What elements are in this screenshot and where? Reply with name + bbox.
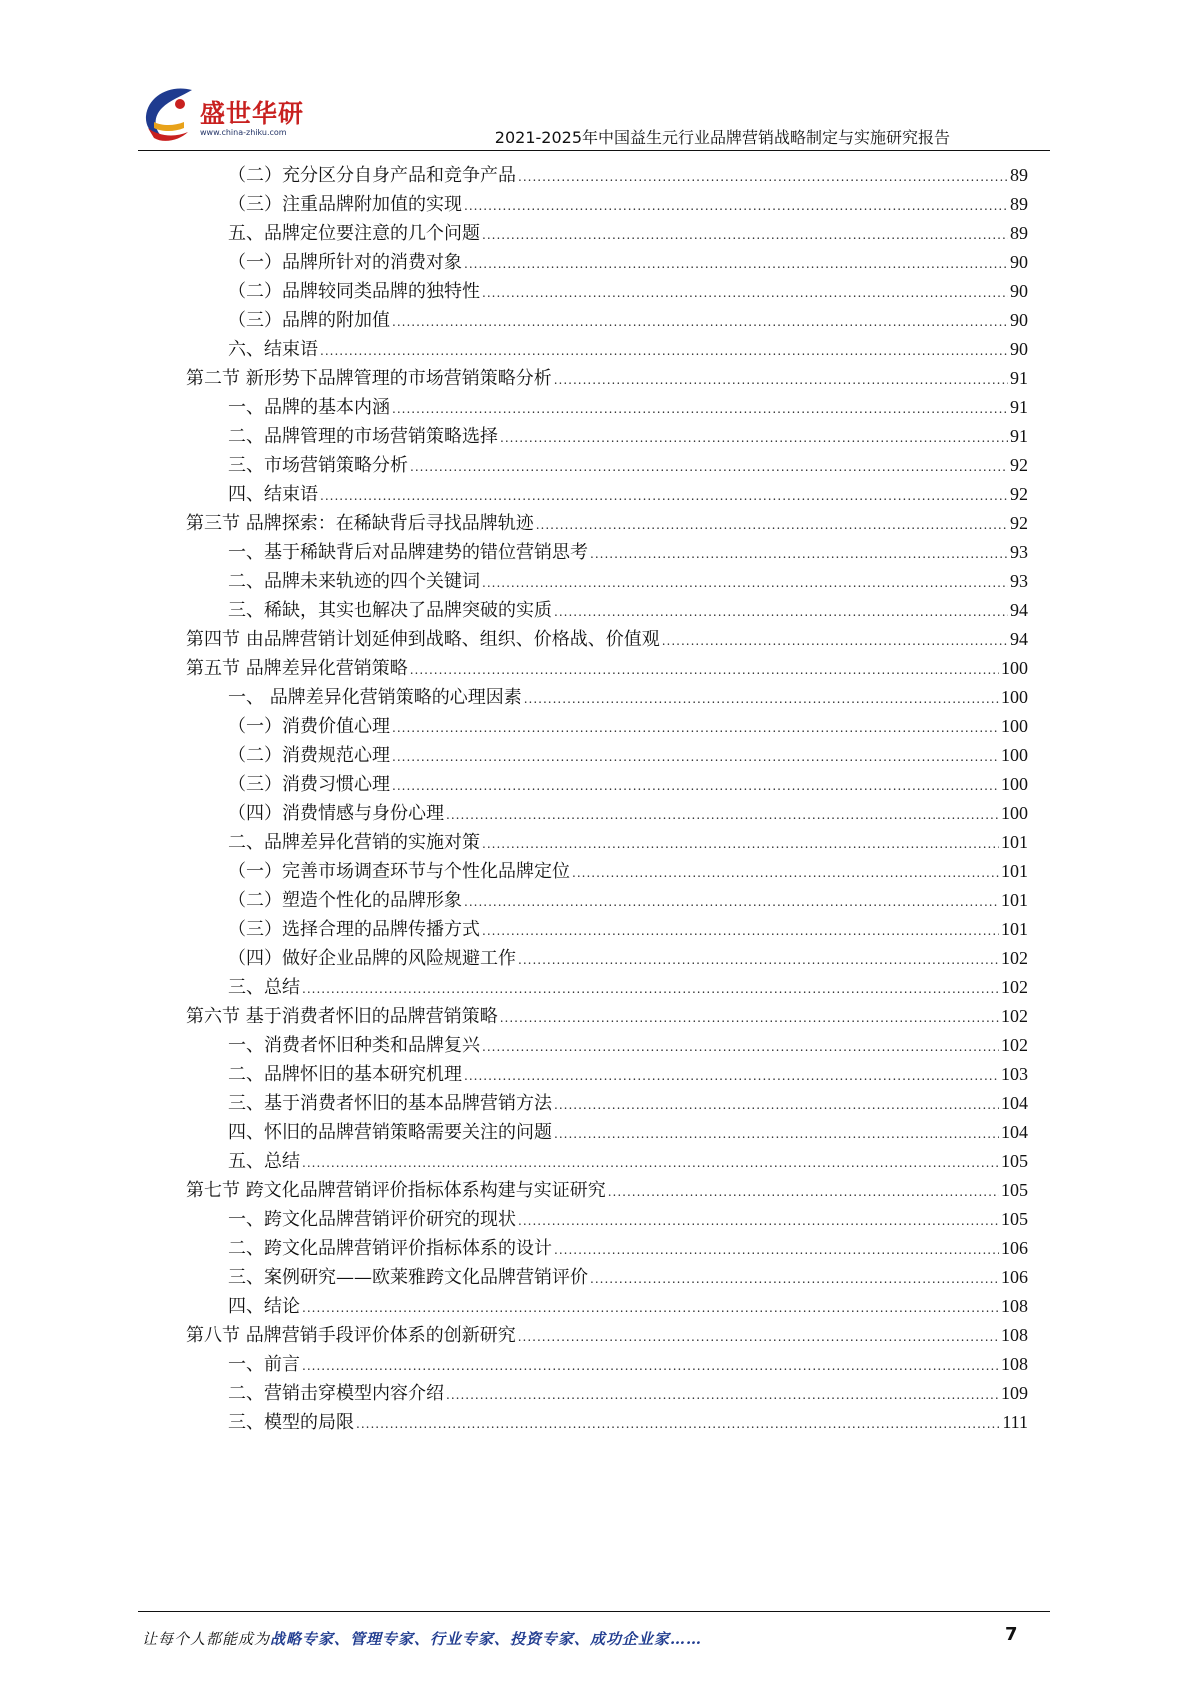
toc-entry-title: 二、品牌未来轨迹的四个关键词: [228, 571, 480, 592]
toc-subsection-entry[interactable]: [228, 1262, 1028, 1292]
toc-entry-page: 111: [1002, 1412, 1028, 1432]
toc-entry-title: 二、跨文化品牌营销评价指标体系的设计: [228, 1238, 552, 1259]
footer-divider: [138, 1611, 1050, 1612]
toc-entry-title: 第三节 品牌探索：在稀缺背后寻找品牌轨迹: [186, 513, 534, 534]
toc-entry-page: 91: [1010, 368, 1028, 388]
toc-subsection-entry[interactable]: [228, 1291, 1028, 1321]
toc-entry-title: 二、品牌怀旧的基本研究机理: [228, 1064, 462, 1085]
toc-subsection-entry[interactable]: [228, 595, 1028, 625]
toc-dot-leader: [518, 162, 1008, 192]
toc-entry-page: 102: [1001, 1006, 1028, 1026]
toc-dot-leader: [518, 945, 999, 975]
toc-section-entry[interactable]: [186, 508, 1028, 538]
toc-entry-title: 六、结束语: [228, 339, 318, 360]
toc-entry-page: 102: [1001, 1035, 1028, 1055]
toc-entry-title: 三、稀缺，其实也解决了品牌突破的实质: [228, 600, 552, 621]
toc-entry-title: 一、基于稀缺背后对品牌建势的错位营销思考: [228, 542, 588, 563]
toc-dot-leader: [320, 481, 1008, 511]
toc-entry-title: 一、前言: [228, 1354, 300, 1375]
toc-entry-page: 104: [1001, 1122, 1028, 1142]
toc-entry-title: 第八节 品牌营销手段评价体系的创新研究: [186, 1325, 516, 1346]
toc-entry-page: 102: [1001, 977, 1028, 997]
toc-subsection-entry[interactable]: [228, 682, 1028, 712]
toc-subsection-entry[interactable]: [228, 1088, 1028, 1118]
toc-entry-title: （三）注重品牌附加值的实现: [228, 194, 462, 215]
toc-dot-leader: [446, 800, 999, 830]
toc-entry-title: 五、品牌定位要注意的几个问题: [228, 223, 480, 244]
toc-entry-title: 二、品牌差异化营销的实施对策: [228, 832, 480, 853]
toc-entry-page: 109: [1001, 1383, 1028, 1403]
logo-url: www.china-zhiku.com: [200, 128, 287, 137]
toc-dot-leader: [302, 1293, 999, 1323]
toc-dot-leader: [392, 742, 999, 772]
toc-section-entry[interactable]: [186, 1320, 1028, 1350]
toc-entry-title: 一、消费者怀旧种类和品牌复兴: [228, 1035, 480, 1056]
toc-entry-page: 108: [1001, 1354, 1028, 1374]
toc-entry-page: 90: [1010, 252, 1028, 272]
toc-entry-title: （三）品牌的附加值: [228, 310, 390, 331]
toc-entry-title: 四、结论: [228, 1296, 300, 1317]
toc-entry-page: 94: [1010, 600, 1028, 620]
toc-entry-page: 103: [1001, 1064, 1028, 1084]
toc-subsection-entry[interactable]: [228, 769, 1028, 799]
toc-dot-leader: [482, 1032, 999, 1062]
toc-dot-leader: [356, 1409, 1000, 1439]
toc-dot-leader: [392, 394, 1008, 424]
toc-section-entry[interactable]: [186, 363, 1028, 393]
toc-entry-title: 第七节 跨文化品牌营销评价指标体系构建与实证研究: [186, 1180, 606, 1201]
toc-entry-title: 三、基于消费者怀旧的基本品牌营销方法: [228, 1093, 552, 1114]
toc-dot-leader: [464, 1061, 999, 1091]
toc-subsection-entry[interactable]: [228, 972, 1028, 1002]
toc-dot-leader: [518, 1322, 999, 1352]
toc-entry-page: 101: [1001, 861, 1028, 881]
toc-subsection-entry[interactable]: [228, 914, 1028, 944]
toc-entry-page: 93: [1010, 542, 1028, 562]
toc-entry-page: 100: [1001, 774, 1028, 794]
toc-entry-title: 四、怀旧的品牌营销策略需要关注的问题: [228, 1122, 552, 1143]
toc-dot-leader: [464, 887, 999, 917]
toc-entry-title: （二）品牌较同类品牌的独特性: [228, 281, 480, 302]
toc-entry-page: 89: [1010, 165, 1028, 185]
toc-entry-title: 第五节 品牌差异化营销策略: [186, 658, 408, 679]
toc-entry-title: 第六节 基于消费者怀旧的品牌营销策略: [186, 1006, 498, 1027]
toc-entry-page: 108: [1001, 1325, 1028, 1345]
toc-dot-leader: [500, 1003, 999, 1033]
toc-entry-page: 100: [1001, 658, 1028, 678]
toc-entry-page: 100: [1001, 687, 1028, 707]
toc-subsection-entry[interactable]: [228, 943, 1028, 973]
toc-dot-leader: [662, 626, 1008, 656]
page-header: [0, 0, 1191, 150]
toc-entry-title: 三、模型的局限: [228, 1412, 354, 1433]
toc-entry-title: 二、品牌管理的市场营销策略选择: [228, 426, 498, 447]
toc-dot-leader: [482, 278, 1008, 308]
toc-subsection-entry[interactable]: [228, 1146, 1028, 1176]
toc-entry-page: 105: [1001, 1180, 1028, 1200]
toc-entry-page: 106: [1001, 1267, 1028, 1287]
toc-subsection-entry[interactable]: [228, 1030, 1028, 1060]
toc-entry-page: 101: [1001, 890, 1028, 910]
toc-entry-title: （一）品牌所针对的消费对象: [228, 252, 462, 273]
toc-entry-page: 100: [1001, 803, 1028, 823]
toc-subsection-entry[interactable]: [228, 856, 1028, 886]
toc-entry-page: 102: [1001, 948, 1028, 968]
toc-dot-leader: [392, 307, 1008, 337]
toc-dot-leader: [500, 423, 1008, 453]
toc-dot-leader: [410, 655, 999, 685]
toc-entry-title: 三、市场营销策略分析: [228, 455, 408, 476]
toc-subsection-entry[interactable]: [228, 247, 1028, 277]
toc-subsection-entry[interactable]: [228, 1233, 1028, 1263]
toc-dot-leader: [482, 220, 1008, 250]
slogan-prefix: 让每个人都能成为: [142, 1630, 271, 1648]
toc-dot-leader: [302, 1351, 999, 1381]
toc-entry-page: 105: [1001, 1151, 1028, 1171]
toc-entry-title: 第四节 由品牌营销计划延伸到战略、组织、价格战、价值观: [186, 629, 660, 650]
toc-dot-leader: [554, 1235, 999, 1265]
toc-dot-leader: [482, 568, 1008, 598]
toc-entry-title: （二）塑造个性化的品牌形象: [228, 890, 462, 911]
toc-entry-page: 90: [1010, 339, 1028, 359]
toc-dot-leader: [464, 249, 1008, 279]
page-number: 7: [1005, 1624, 1018, 1645]
toc-entry-title: （一）消费价值心理: [228, 716, 390, 737]
toc-subsection-entry[interactable]: [228, 160, 1028, 190]
company-logo: [140, 82, 310, 146]
toc-subsection-entry[interactable]: [228, 885, 1028, 915]
toc-entry-page: 93: [1010, 571, 1028, 591]
toc-entry-page: 94: [1010, 629, 1028, 649]
toc-entry-page: 91: [1010, 426, 1028, 446]
toc-entry-title: 一、跨文化品牌营销评价研究的现状: [228, 1209, 516, 1230]
toc-entry-page: 101: [1001, 919, 1028, 939]
toc-subsection-entry[interactable]: [228, 1378, 1028, 1408]
toc-entry-page: 89: [1010, 223, 1028, 243]
toc-entry-page: 91: [1010, 397, 1028, 417]
toc-dot-leader: [524, 684, 999, 714]
toc-dot-leader: [536, 510, 1008, 540]
toc-entry-page: 90: [1010, 281, 1028, 301]
toc-entry-page: 89: [1010, 194, 1028, 214]
toc-entry-title: （三）消费习惯心理: [228, 774, 390, 795]
document-title: 2021-2025年中国益生元行业品牌营销战略制定与实施研究报告: [494, 128, 950, 147]
toc-dot-leader: [392, 713, 999, 743]
toc-entry-title: 第二节 新形势下品牌管理的市场营销策略分析: [186, 368, 552, 389]
toc-entry-page: 105: [1001, 1209, 1028, 1229]
toc-dot-leader: [590, 1264, 999, 1294]
toc-subsection-entry[interactable]: [228, 1059, 1028, 1089]
toc-entry-title: 三、案例研究——欧莱雅跨文化品牌营销评价: [228, 1267, 588, 1288]
toc-subsection-entry[interactable]: [228, 1117, 1028, 1147]
toc-entry-title: 三、总结: [228, 977, 300, 998]
toc-dot-leader: [554, 365, 1008, 395]
toc-dot-leader: [554, 1090, 999, 1120]
toc-subsection-entry[interactable]: [228, 305, 1028, 335]
slogan-highlight: 战略专家、管理专家、行业专家、投资专家、成功企业家……: [270, 1630, 703, 1648]
toc-entry-title: 二、营销击穿模型内容介绍: [228, 1383, 444, 1404]
toc-entry-title: 五、总结: [228, 1151, 300, 1172]
logo-emblem-icon: [140, 82, 200, 146]
toc-subsection-entry[interactable]: [228, 218, 1028, 248]
toc-entry-page: 108: [1001, 1296, 1028, 1316]
toc-entry-page: 92: [1010, 484, 1028, 504]
toc-entry-title: （二）充分区分自身产品和竞争产品: [228, 165, 516, 186]
toc-entry-page: 104: [1001, 1093, 1028, 1113]
toc-entry-title: （四）消费情感与身份心理: [228, 803, 444, 824]
toc-dot-leader: [482, 916, 999, 946]
toc-section-entry[interactable]: [186, 653, 1028, 683]
toc-subsection-entry[interactable]: [228, 450, 1028, 480]
toc-subsection-entry[interactable]: [228, 740, 1028, 770]
toc-subsection-entry[interactable]: [228, 1204, 1028, 1234]
toc-subsection-entry[interactable]: [228, 189, 1028, 219]
toc-entry-title: （四）做好企业品牌的风险规避工作: [228, 948, 516, 969]
toc-entry-title: （一）完善市场调查环节与个性化品牌定位: [228, 861, 570, 882]
toc-dot-leader: [590, 539, 1008, 569]
toc-subsection-entry[interactable]: [228, 334, 1028, 364]
toc-dot-leader: [518, 1206, 999, 1236]
toc-dot-leader: [482, 829, 999, 859]
toc-entry-page: 92: [1010, 455, 1028, 475]
toc-subsection-entry[interactable]: [228, 1407, 1028, 1437]
toc-subsection-entry[interactable]: [228, 276, 1028, 306]
toc-dot-leader: [392, 771, 999, 801]
toc-dot-leader: [410, 452, 1008, 482]
toc-subsection-entry[interactable]: [228, 392, 1028, 422]
toc-subsection-entry[interactable]: [228, 798, 1028, 828]
toc-entry-page: 90: [1010, 310, 1028, 330]
toc-dot-leader: [572, 858, 999, 888]
toc-subsection-entry[interactable]: [228, 1349, 1028, 1379]
footer-slogan: [142, 1628, 702, 1649]
header-divider: [138, 150, 1050, 151]
toc-subsection-entry[interactable]: [228, 537, 1028, 567]
toc-section-entry[interactable]: [186, 1001, 1028, 1031]
toc-entry-page: 101: [1001, 832, 1028, 852]
toc-dot-leader: [464, 191, 1008, 221]
toc-subsection-entry[interactable]: [228, 479, 1028, 509]
logo-name: 盛世华研: [200, 99, 305, 128]
toc-entry-title: （三）选择合理的品牌传播方式: [228, 919, 480, 940]
toc-dot-leader: [446, 1380, 999, 1410]
toc-section-entry[interactable]: [186, 1175, 1028, 1205]
toc-subsection-entry[interactable]: [228, 711, 1028, 741]
toc-section-entry[interactable]: [186, 624, 1028, 654]
toc-entry-title: 四、结束语: [228, 484, 318, 505]
toc-dot-leader: [554, 1119, 999, 1149]
toc-dot-leader: [302, 974, 999, 1004]
toc-entry-page: 92: [1010, 513, 1028, 533]
toc-subsection-entry[interactable]: [228, 827, 1028, 857]
toc-dot-leader: [320, 336, 1008, 366]
toc-entry-page: 100: [1001, 745, 1028, 765]
toc-entry-page: 100: [1001, 716, 1028, 736]
toc-subsection-entry[interactable]: [228, 566, 1028, 596]
toc-dot-leader: [554, 597, 1008, 627]
toc-dot-leader: [302, 1148, 999, 1178]
toc-entry-title: 一、品牌的基本内涵: [228, 397, 390, 418]
toc-entry-title: （二）消费规范心理: [228, 745, 390, 766]
toc-entry-title: 一、 品牌差异化营销策略的心理因素: [228, 687, 522, 708]
toc-entry-page: 106: [1001, 1238, 1028, 1258]
toc-subsection-entry[interactable]: [228, 421, 1028, 451]
toc-dot-leader: [608, 1177, 999, 1207]
